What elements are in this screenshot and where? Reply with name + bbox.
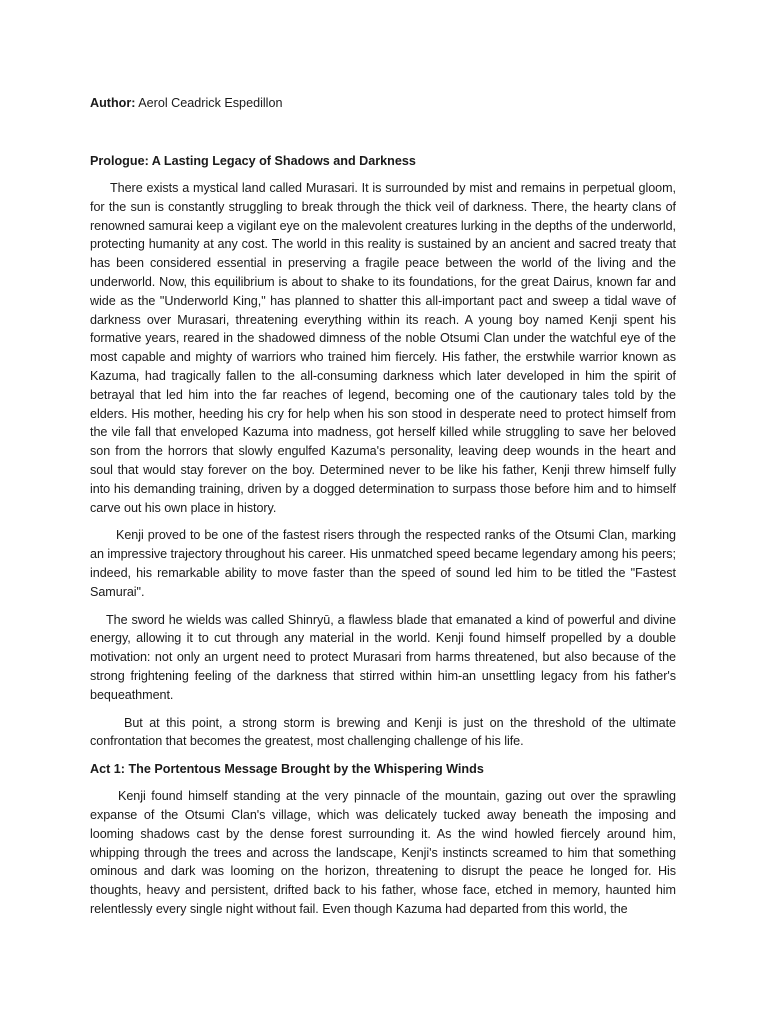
author-line: [90, 94, 676, 112]
prologue-paragraph-4: But at this point, a strong storm is brewing and Kenji is just on the threshold of the ultimate confrontation that becomes the greatest, most challenging challenge of his life.: [90, 715, 676, 749]
prologue-paragraph-1: There exists a mystical land called Murasari. It is surrounded by mist and remains in perpetual gloom, for the sun is constantly struggling to break through the thick veil of darkness. There, the hearty clans of renowned samurai keep a vigilant eye on the malevolent creatures lurking in the depths of the underworld, protecting humanity at any cost. The world in this reality is sustained by an ancient and sacred treaty that has been considered essential in preserving a fragile peace between the world of the living and the underworld. Now, this equilibrium is about to shake to its foundations, for the great Dairus, known far and wide as the "Underworld King," has planned to shatter this all-important pact and sweep a tidal wave of darkness over Murasari, threatening everything within its reach. A young boy named Kenji spent his formative years, reared in the shadowed dimness of the noble Otsumi Clan under the watchful eye of the most capable and mighty of warriors who trained him fiercely. His father, the erstwhile warrior known as Kazuma, had tragically fallen to the all-consuming darkness which later developed in him the spirit of betrayal that led him into the far reaches of legend, becoming one of the cautionary tales told by the elders. His mother, heeding his cry for help when his son stood in desperate need to protect himself from the vile fall that enveloped Kazuma into madness, got herself killed while struggling to save her beloved son from the horrors that slowly engulfed Kazuma's personality, leaving deep wounds in the heart and soul that would stay forever on the boy. Determined never to be like his father, Kenji threw himself fully into his demanding training, driven by a dogged determination to surpass those before him and to himself carve out his own place in history.: [90, 181, 676, 515]
document-page: [90, 94, 676, 928]
act1-paragraph-1: Kenji found himself standing at the very pinnacle of the mountain, gazing out over the sprawling expanse of the Otsumi Clan's village, which was delicately tucked away beneath the imposing and looming shadows cast by the dense forest surrounding it. As the wind howled fiercely around him, whipping through the trees and across the landscape, Kenji's instincts screamed to him that something ominous and dark was looming on the horizon, threatening to disrupt the peace he longed for. His thoughts, heavy and persistent, drifted back to his father, whose face, etched in memory, haunted him relentlessly every single night without fail. Even though Kazuma had departed from this world, the: [90, 789, 676, 916]
act1-heading: Act 1: The Portentous Message Brought by the Whispering Winds: [90, 762, 484, 777]
prologue-paragraph-2: Kenji proved to be one of the fastest risers through the respected ranks of the Otsumi Clan, marking an impressive trajectory throughout his career. His unmatched speed became legendary among his peers; indeed, his remarkable ability to move faster than the speed of sound led him to be titled the "Fastest Samurai".: [90, 528, 676, 599]
author-label: Author:: [90, 96, 136, 110]
prologue-heading: Prologue: A Lasting Legacy of Shadows and Darkness: [90, 154, 416, 168]
author-name: Aerol Ceadrick Espedillon: [135, 96, 283, 110]
prologue-paragraph-3: The sword he wields was called Shinryū, a flawless blade that emanated a kind of powerful and divine energy, allowing it to cut through any material in the world. Kenji found himself propelled by a double motivation: not only an urgent need to protect Murasari from harms threatened, but also because of the strong frightening feeling of the darkness that stirred within him-an unsettling legacy from his father's bequeathment.: [90, 612, 676, 702]
